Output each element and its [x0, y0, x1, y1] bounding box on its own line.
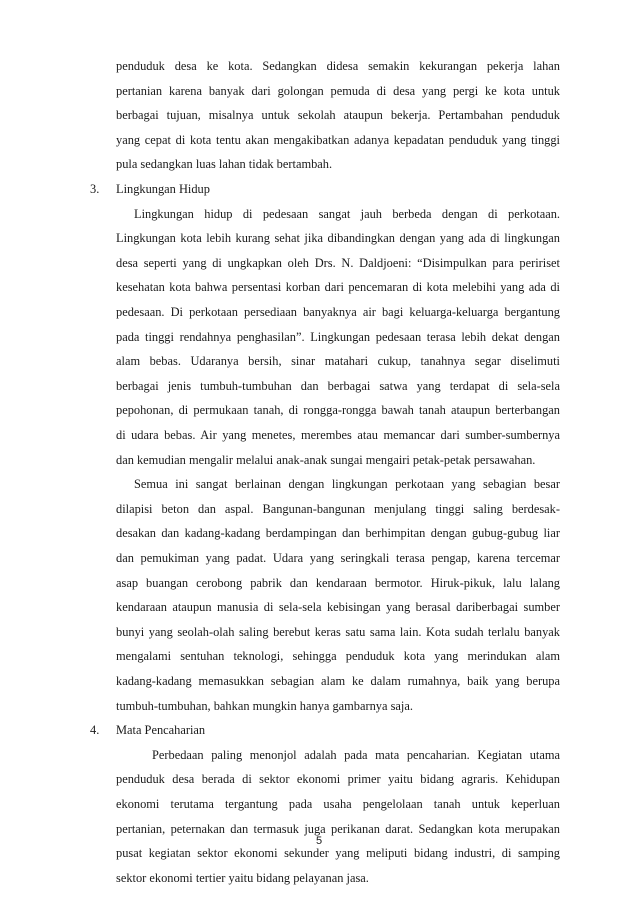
page-number: 5: [315, 835, 323, 847]
text-line: tumbuh-tumbuhan, bahkan mungkin hanya gambarnya saja.: [116, 699, 413, 713]
heading-number: 3.: [90, 182, 100, 196]
text-line: desakan dan kadang-kadang berdampingan dan berhimpitan dengan gubug-gubug liar: [116, 526, 560, 540]
text-line: dan kemudian mengalir melalui anak-anak sungai mengairi petak-petak persawahan.: [116, 453, 536, 467]
text-line: Semua ini sangat berlainan dengan lingkungan perkotaan yang sebagian besar: [134, 477, 560, 491]
text-line: yang cepat di kota tentu akan mengakibatkan adanya kepadatan penduduk yang tinggi: [116, 133, 560, 147]
text-line: kendaraan ataupun manusia di sela-sela kebisingan yang berasal dariberbagai sumber: [116, 600, 560, 614]
text-line: pepohonan, di permukaan tanah, di rongga-rongga bawah tanah ataupun berterbangan: [116, 403, 560, 417]
text-line: Perbedaan paling menonjol adalah pada mata pencaharian. Kegiatan utama: [152, 748, 560, 762]
text-line: kesehatan kota bahwa persentasi korban dari pencemaran di kota melebihi yang ada di: [116, 280, 560, 294]
text-line: pusat kegiatan sektor ekonomi sekunder yang meliputi bidang industri, di samping: [116, 846, 560, 860]
text-line: asap buangan cerobong pabrik dan kendaraan bermotor. Hiruk-pikuk, lalu lalang: [116, 576, 560, 590]
text-line: pada tinggi rendahnya penghasilan”. Lingkungan pedesaan terasa lebih dekat dengan: [116, 330, 560, 344]
text-line: di udara bebas. Air yang menetes, merembes atau memancar dari sumber-sumbernya: [116, 428, 560, 442]
text-line: mengalami sentuhan teknologi, sehingga penduduk kota yang merindukan alam: [116, 649, 560, 663]
section-heading-lingkungan-hidup: [90, 181, 390, 197]
text-line: pedesaan. Di perkotaan persediaan banyaknya air bagi keluarga-keluarga bergantung: [116, 305, 560, 319]
section-heading-mata-pencaharian: [90, 722, 390, 738]
text-line: penduduk desa berada di sektor ekonomi primer yaitu bidang agraris. Kehidupan: [116, 772, 560, 786]
text-line: kadang-kadang memasukkan sebagian alam ke dalam rumahnya, baik yang berupa: [116, 674, 560, 688]
heading-title: Mata Pencaharian: [116, 723, 206, 737]
text-line: Lingkungan hidup di pedesaan sangat jauh berbeda dengan di perkotaan.: [134, 207, 560, 221]
text-line: sektor ekonomi tertier yaitu bidang pelayanan jasa.: [116, 871, 369, 885]
text-line: Lingkungan kota lebih kurang sehat jika dibandingkan dengan yang ada di lingkungan: [116, 231, 560, 245]
text-line: alam bebas. Udaranya bersih, sinar matahari cukup, tanahnya segar diselimuti: [116, 354, 560, 368]
text-line: dilapisi beton dan aspal. Bangunan-bangunan menjulang tinggi saling berdesak-: [116, 502, 560, 516]
heading-title: Lingkungan Hidup: [116, 182, 210, 196]
text-line: ekonomi terutama tergantung pada usaha pengelolaan tanah untuk keperluan: [116, 797, 560, 811]
text-line: penduduk desa ke kota. Sedangkan didesa semakin kekurangan pekerja lahan: [116, 59, 560, 73]
text-line: pertanian, peternakan dan termasuk juga perikanan darat. Sedangkan kota merupakan: [116, 822, 560, 836]
text-line: berbagai jenis tumbuh-tumbuhan dan berbagai satwa yang terdapat di sela-sela: [116, 379, 560, 393]
text-line: bunyi yang seolah-olah saling berebut keras satu sama lain. Kota sudah terlalu banyak: [116, 625, 560, 639]
text-line: pertanian karena banyak dari golongan pemuda di desa yang pergi ke kota untuk: [116, 84, 560, 98]
text-line: pula sedangkan luas lahan tidak bertambah.: [116, 157, 333, 171]
text-line: desa seperti yang di ungkapkan oleh Drs. N. Daldjoeni: “Disimpulkan para peririset: [116, 256, 560, 270]
text-line: berbagai tujuan, misalnya untuk sekolah ataupun bekerja. Pertambahan penduduk: [116, 108, 560, 122]
heading-number: 4.: [90, 723, 100, 737]
text-line: dan pemukiman yang padat. Udara yang seringkali terasa pengap, karena tercemar: [116, 551, 560, 565]
